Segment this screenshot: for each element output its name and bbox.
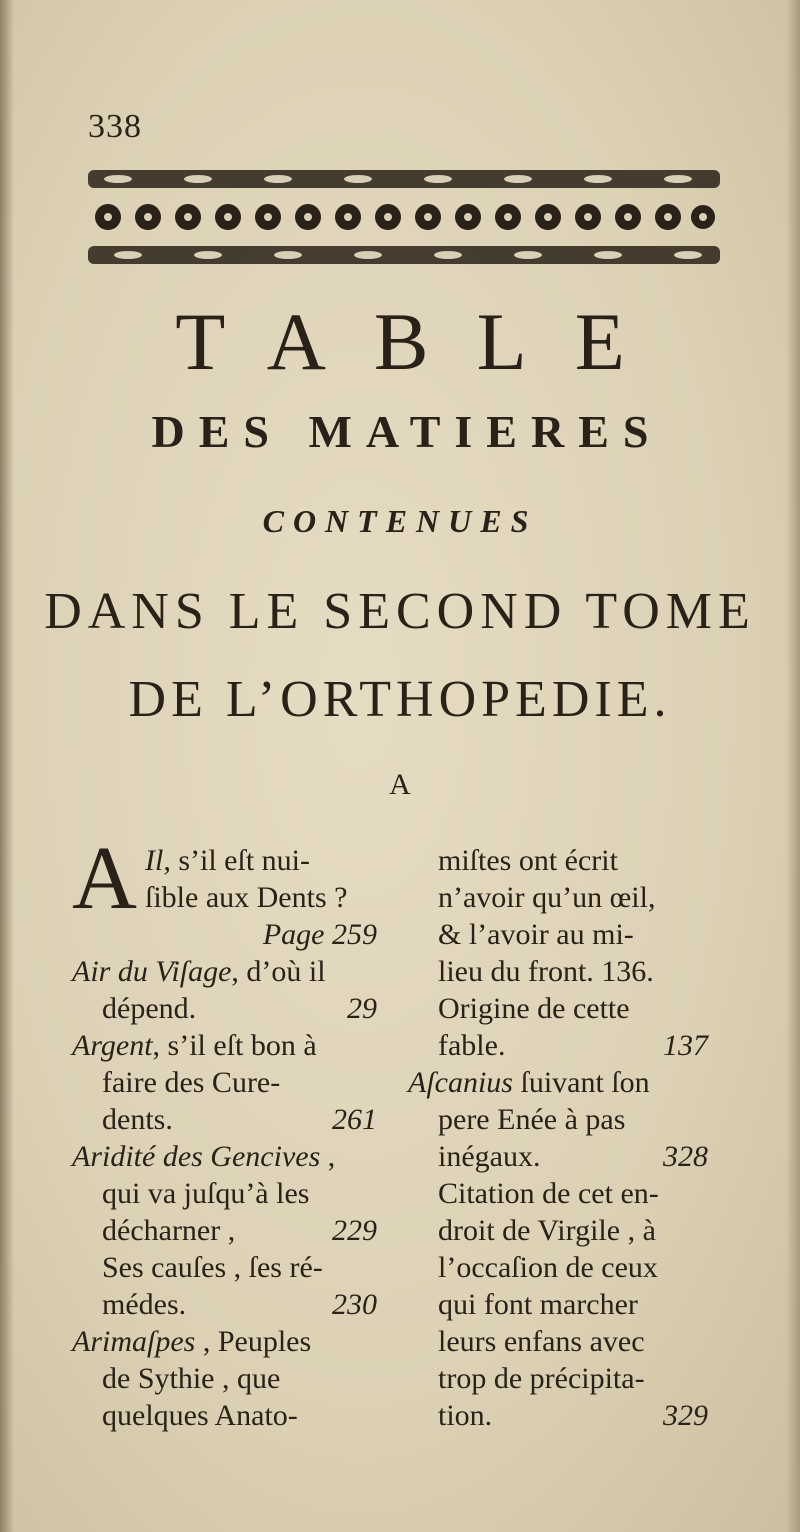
decorative-header-ornament (88, 162, 720, 272)
index-entry-line: tion. 329 (438, 1399, 708, 1432)
index-entry-line: qui font marcher (438, 1288, 638, 1321)
index-entry-line: médes. 230 (102, 1288, 377, 1321)
page-reference: 329 (663, 1399, 708, 1432)
index-entry-line: dents. 261 (102, 1103, 377, 1136)
index-entry-line: Argent, s’il eſt bon à (72, 1029, 317, 1062)
second-tome-heading: DANS LE SECOND TOME (44, 583, 756, 640)
page-reference: 29 (347, 992, 377, 1025)
index-entry-line: Aridité des Gencives , (72, 1140, 336, 1173)
index-entry-line: Citation de cet en- (438, 1177, 659, 1210)
index-entry-line: trop de précipita- (438, 1362, 645, 1395)
page-reference: 328 (663, 1140, 708, 1173)
index-entry-line: droit de Virgile , à (438, 1214, 656, 1247)
index-entry-line: lieu du front. 136. (438, 955, 654, 988)
index-entry-line: Il, s’il eſt nui- (145, 844, 310, 877)
page-reference: 137 (663, 1029, 708, 1062)
drop-cap: A (72, 829, 137, 928)
index-column-left (72, 829, 377, 1434)
index-entry-line: leurs enfans avec (438, 1325, 645, 1358)
index-entry-line: pere Enée à pas (438, 1103, 626, 1136)
index-entry-line: inégaux. 328 (438, 1140, 708, 1173)
index-entry-line: dépend. 29 (102, 992, 377, 1025)
index-entry-line: décharner , 229 (102, 1214, 377, 1247)
page-right-edge-shadow (786, 0, 800, 1532)
index-entry-line: n’avoir qu’un œil, (438, 881, 656, 914)
index-entry-line: & l’avoir au mi- (438, 918, 634, 951)
index-entry-line: qui va juſqu’à les (102, 1177, 310, 1210)
page-left-edge-shadow (0, 0, 14, 1532)
index-column-right (408, 842, 708, 1434)
page-reference: 230 (332, 1288, 377, 1321)
page-reference: 261 (332, 1103, 377, 1136)
index-entry-line: quelques Anato- (102, 1399, 298, 1432)
index-entry-line: l’occaſion de ceux (438, 1251, 658, 1284)
index-entry-line: de Sythie , que (102, 1362, 281, 1395)
page-reference: Page 259 (262, 918, 377, 951)
des-matieres-heading: DES MATIERES (151, 406, 663, 457)
index-entry-line: miſtes ont écrit (438, 844, 618, 877)
section-letter: A (389, 768, 411, 801)
orthopedie-heading: DE L’ORTHOPEDIE. (128, 671, 672, 728)
index-entry-line: fable. 137 (438, 1029, 708, 1062)
page-number: 338 (88, 108, 142, 145)
index-entry-line: faire des Cure- (102, 1066, 281, 1099)
index-entry-line: Ses cauſes , ſes ré- (102, 1251, 323, 1284)
contenues-heading: CONTENUES (262, 503, 538, 539)
table-title: TABLE (175, 296, 673, 387)
index-entry-line: Air du Viſage, d’où il (72, 955, 326, 988)
index-entry-line: Aſcanius ſuivant ſon (408, 1066, 650, 1099)
index-entry-line: Arimaſpes , Peuples (72, 1325, 312, 1358)
index-entry-line: Origine de cette (438, 992, 630, 1025)
page-reference: 229 (332, 1214, 377, 1247)
index-entry-line: ſible aux Dents ? (145, 881, 348, 914)
